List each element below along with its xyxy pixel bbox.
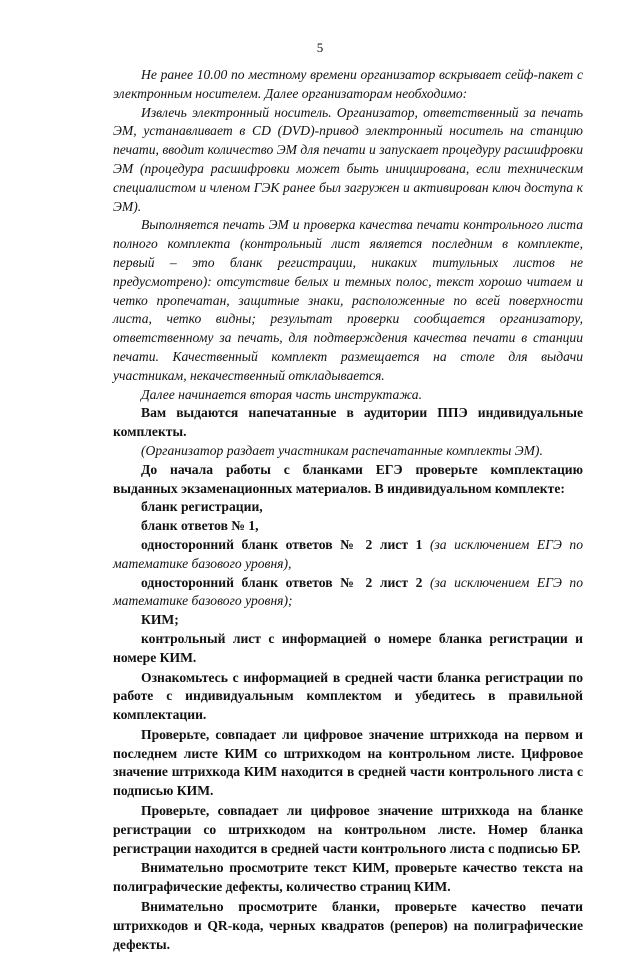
- kit-item-registration-form: бланк регистрации,: [141, 499, 263, 515]
- paragraph-review-forms: Внимательно просмотрите бланки, проверьте качество печати штрихкодов и QR-кода, черных квадратов (реперов) на полиграфические дефекты.: [113, 899, 583, 952]
- page-number: 5: [316, 40, 324, 55]
- paragraph-extract-media: Извлечь электронный носитель. Организатор, ответственный за печать ЭМ, устанавливает в CD (DVD)-привод электронный носитель на станцию печати, вводит количество ЭМ для печати и запускает процедуру расшифровки ЭМ (процедура расшифровки может быть инициирована, если техническим специалистом и членом ГЭК ранее был загружен и активирован ключ доступа к ЭМ).: [113, 104, 583, 214]
- paragraph-check-kim-barcode: Проверьте, совпадает ли цифровое значение штрихкода на первом и последнем листе КИМ со штрихкодом на контрольном листе. Цифровое значение штрихкода КИМ находится в средней части контрольного листа с подписью КИМ.: [113, 726, 583, 799]
- kit-item-answer-form-2-sheet-2: [113, 574, 583, 612]
- paragraph-review-kim-text: Внимательно просмотрите текст КИМ, проверьте качество текста на полиграфические дефекты, количество страниц КИМ.: [113, 860, 583, 895]
- kit-item-answer-form-2-sheet-1-note: (за исключением ЕГЭ по математике базового уровня),: [113, 536, 583, 571]
- document-body: [113, 66, 583, 954]
- kit-item-answer-form-2-sheet-2-title: односторонний бланк ответов № 2 лист 2: [141, 574, 423, 590]
- kit-item-answer-form-2-sheet-1-title: односторонний бланк ответов № 2 лист 1: [141, 536, 423, 552]
- paragraph-check-completeness: До начала работы с бланками ЕГЭ проверьте комплектацию выданных экзаменационных материалов. В индивидуальном комплекте:: [113, 461, 583, 496]
- paragraph-read-info: Ознакомьтесь с информацией в средней части бланка регистрации по работе с индивидуальным комплектом и убедитесь в правильной комплектации.: [113, 669, 583, 723]
- kit-item-answer-form-1: бланк ответов № 1,: [141, 518, 259, 534]
- paragraph-kits-issued: Вам выдаются напечатанные в аудитории ППЭ индивидуальные комплекты.: [113, 405, 583, 440]
- paragraph-print-check: Выполняется печать ЭМ и проверка качества печати контрольного листа полного комплекта (контрольный лист является последним в комплекте, первый – это бланк регистрации, никаких титульных листов не предусмотрено): отсутствие белых и темных полос, текст хорошо читаем и четко пропечатан, защитные знаки, расположенные по всей поверхности листа, четко видны; результат проверки сообщается организатору, ответственному за печать, для подтверждения качества печати в станции печати. Качественный комплект размещается на столе для выдачи участникам, некачественный откладывается.: [113, 217, 583, 383]
- paragraph-open-safe-package: Не ранее 10.00 по местному времени организатор вскрывает сейф-пакет с электронным носителем. Далее организаторам необходимо:: [113, 67, 583, 101]
- kit-item-answer-form-2-sheet-1: [113, 536, 583, 574]
- paragraph-check-registration-barcode: Проверьте, совпадает ли цифровое значение штрихкода на бланке регистрации со штрихкодом на контрольном листе. Номер бланка регистрации находится в средней части контрольного листа с подписью БР.: [113, 803, 583, 856]
- kit-item-control-sheet: [113, 630, 583, 668]
- paragraph-organizer-distributes: (Организатор раздает участникам распечатанные комплекты ЭМ).: [141, 442, 543, 458]
- kit-item-control-sheet-text: контрольный лист с информацией о номере бланка регистрации и номере КИМ.: [113, 630, 583, 665]
- paragraph-second-part: Далее начинается вторая часть инструктажа.: [141, 386, 422, 402]
- kit-item-answer-form-2-sheet-2-note: (за исключением ЕГЭ по математике базового уровня);: [113, 574, 583, 609]
- kit-item-kim: КИМ;: [141, 612, 179, 628]
